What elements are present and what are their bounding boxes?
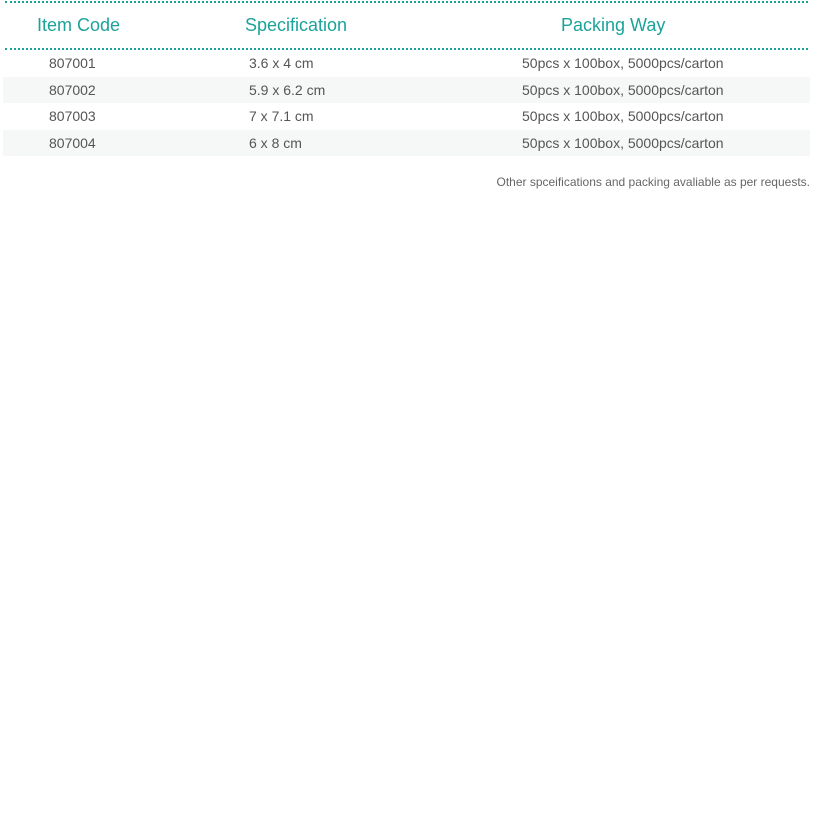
cell-item-code: 807003 xyxy=(49,108,96,124)
header-specification: Specification xyxy=(245,15,348,35)
cell-specification: 5.9 x 6.2 cm xyxy=(249,81,326,98)
cell-item-code: 807001 xyxy=(49,55,96,71)
header-item-code: Item Code xyxy=(37,15,121,35)
spec-table xyxy=(3,0,810,156)
table-row xyxy=(3,130,810,157)
cell-packing-way: 50pcs x 100box, 5000pcs/carton xyxy=(522,108,724,124)
cell-item-code: 807004 xyxy=(49,134,96,151)
table-body xyxy=(3,50,810,156)
table-row xyxy=(3,103,810,130)
table-row xyxy=(3,50,810,77)
table-header xyxy=(3,3,810,48)
cell-item-code: 807002 xyxy=(49,81,96,98)
table-row xyxy=(3,77,810,104)
cell-specification: 3.6 x 4 cm xyxy=(249,55,314,71)
cell-packing-way: 50pcs x 100box, 5000pcs/carton xyxy=(522,81,724,98)
footnote: Other spceifications and packing avaliable as per requests. xyxy=(496,175,810,189)
cell-specification: 7 x 7.1 cm xyxy=(249,108,314,124)
header-packing-way: Packing Way xyxy=(561,15,666,35)
cell-packing-way: 50pcs x 100box, 5000pcs/carton xyxy=(522,55,724,71)
cell-specification: 6 x 8 cm xyxy=(249,134,302,151)
cell-packing-way: 50pcs x 100box, 5000pcs/carton xyxy=(522,134,724,151)
